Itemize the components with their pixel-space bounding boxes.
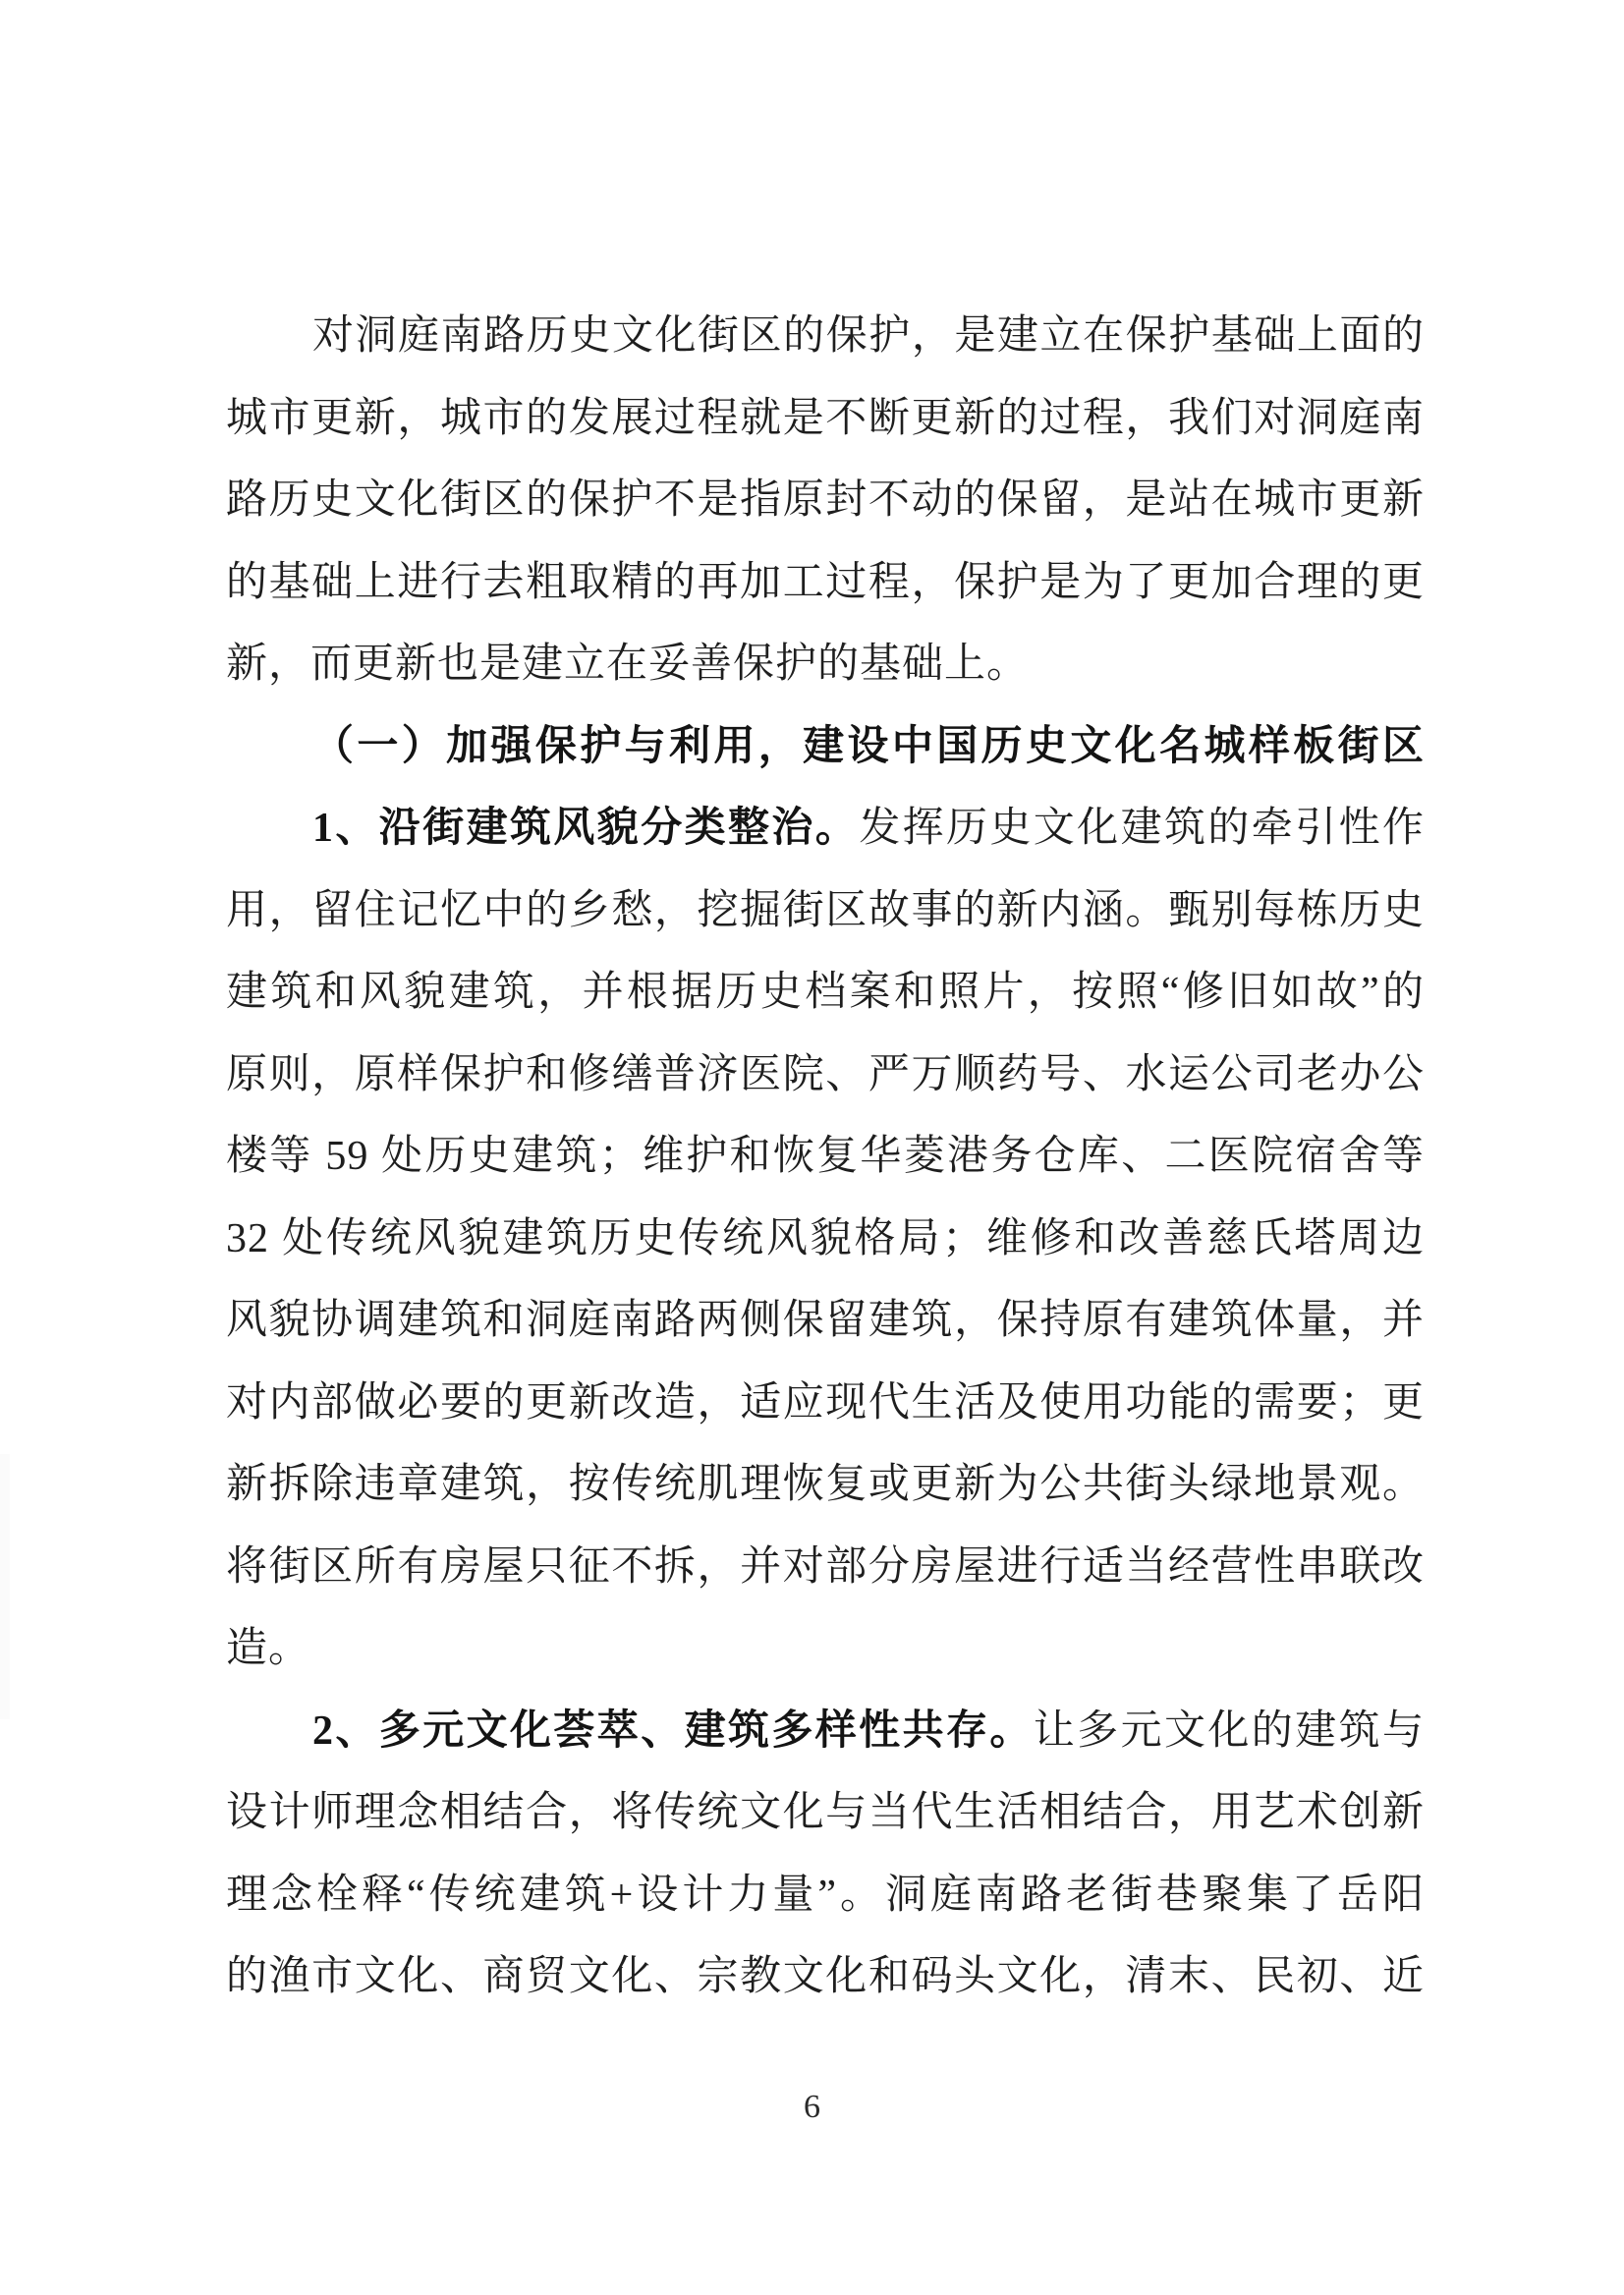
text-line (226, 1691, 1425, 1773)
text-line (226, 706, 1425, 789)
body-text: 城市更新，城市的发展过程就是不断更新的过程，我们对洞庭南 (226, 395, 1425, 441)
page-number: 6 (804, 2089, 820, 2125)
body-text: 风貌协调建筑和洞庭南路两侧保留建筑，保持原有建筑体量，并 (226, 1298, 1425, 1343)
text-line (226, 1772, 1425, 1855)
text-line (226, 788, 1425, 870)
body-text: 造。 (226, 1626, 311, 1671)
body-text: 新拆除违章建筑，按传统肌理恢复或更新为公共街头绿地景观。 (226, 1462, 1425, 1507)
text-line (226, 1855, 1425, 1937)
text-line (226, 1116, 1425, 1199)
body-text: 原则，原样保护和修缮普济医院、严万顺药号、水运公司老办公 (226, 1051, 1425, 1097)
text-line (226, 296, 1425, 378)
text-line (226, 1608, 1425, 1691)
body-text: 对洞庭南路历史文化街区的保护，是建立在保护基础上面的 (312, 313, 1425, 359)
bold-text: （一）加强保护与利用，建设中国历史文化名城样板街区 (312, 723, 1425, 769)
text-line (226, 624, 1425, 706)
item-1-paragraph (226, 788, 1425, 1691)
text-line (226, 1199, 1425, 1281)
body-text: 用，留住记忆中的乡愁，挖掘街区故事的新内涵。甄别每栋历史 (226, 887, 1425, 933)
body-text: 建筑和风貌建筑，并根据历史档案和照片，按照“修旧如故”的 (226, 970, 1425, 1015)
body-text: 楼等 59 处历史建筑；维护和恢复华菱港务仓库、二医院宿舍等 (226, 1134, 1425, 1179)
body-text: 的基础上进行去粗取精的再加工过程，保护是为了更加合理的更 (226, 559, 1425, 605)
bold-text: 1、沿街建筑风貌分类整治。 (312, 806, 860, 851)
scan-edge-artifact (0, 1454, 10, 1719)
body-text: 的渔市文化、商贸文化、宗教文化和码头文化，清末、民初、近 (226, 1954, 1425, 1999)
text-line (226, 1444, 1425, 1527)
text-line (226, 1280, 1425, 1363)
text-line (226, 460, 1425, 542)
body-text: 发挥历史文化建筑的牵引性作 (859, 806, 1425, 851)
text-line (226, 1936, 1425, 2019)
intro-paragraph (226, 296, 1425, 706)
text-line (226, 542, 1425, 625)
text-line (226, 1035, 1425, 1117)
body-text: 将街区所有房屋只征不拆，并对部分房屋进行适当经营性串联改 (226, 1543, 1425, 1590)
document-body (226, 296, 1425, 2019)
body-text: 路历史文化街区的保护不是指原封不动的保留，是站在城市更新 (226, 477, 1425, 523)
section-heading (226, 706, 1425, 789)
text-line (226, 1527, 1425, 1609)
text-line (226, 378, 1425, 461)
body-text: 32 处传统风貌建筑历史传统风貌格局；维修和改善慈氏塔周边 (226, 1215, 1425, 1261)
page-footer (0, 2089, 1624, 2126)
body-text: 让多元文化的建筑与 (1033, 1707, 1425, 1754)
body-text: 新，而更新也是建立在妥善保护的基础上。 (226, 642, 1030, 687)
body-text: 对内部做必要的更新改造，适应现代生活及使用功能的需要；更 (226, 1379, 1425, 1426)
text-line (226, 870, 1425, 953)
body-text: 设计师理念相结合，将传统文化与当代生活相结合，用艺术创新 (226, 1790, 1425, 1835)
body-text: 理念栓释“传统建筑+设计力量”。洞庭南路老街巷聚集了岳阳 (226, 1872, 1425, 1918)
text-line (226, 1363, 1425, 1445)
item-2-paragraph (226, 1691, 1425, 2019)
text-line (226, 952, 1425, 1035)
bold-text: 2、多元文化荟萃、建筑多样性共存。 (312, 1707, 1034, 1754)
